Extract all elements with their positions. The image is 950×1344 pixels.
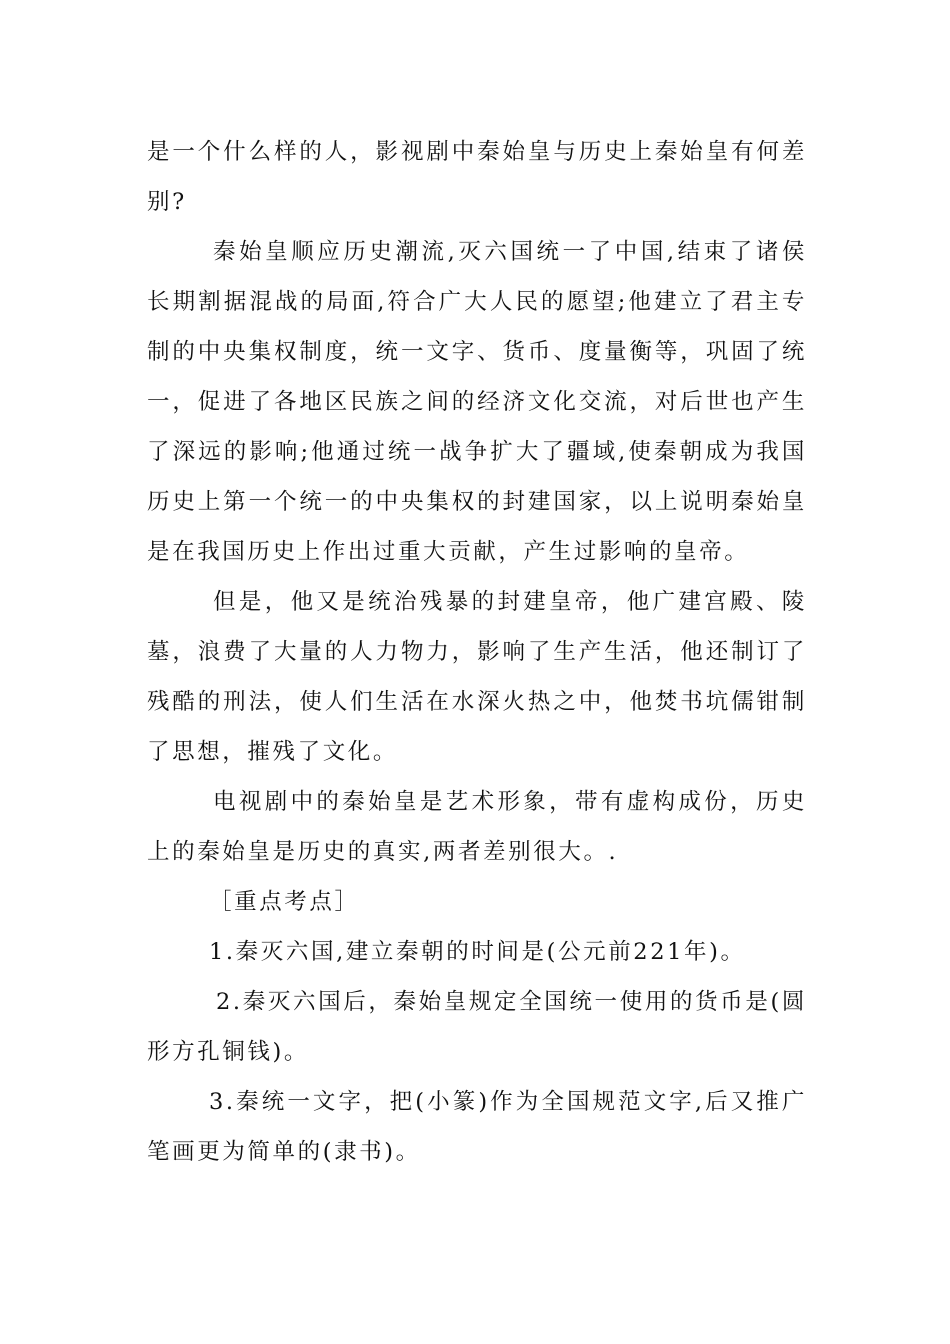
document-body xyxy=(147,127,807,1177)
paragraph-tyranny: 但是，他又是统治残暴的封建皇帝，他广建宫殿、陵墓，浪费了大量的人力物力，影响了生产生活，他还制订了残酷的刑法，使人们生活在水深火热之中，他焚书坑儒钳制了思想，摧残了文化。 xyxy=(147,589,807,765)
key-point-2: 2.秦灭六国后，秦始皇规定全国统一使用的货币是(圆形方孔铜钱)。 xyxy=(147,989,807,1065)
paragraph-contributions: 秦始皇顺应历史潮流,灭六国统一了中国,结束了诸侯长期割据混战的局面,符合广大人民的愿望;他建立了君主专制的中央集权制度，统一文字、货币、度量衡等，巩固了统一，促进了各地区民族之间的经济文化交流，对后世也产生了深远的影响;他通过统一战争扩大了疆域,使秦朝成为我国历史上第一个统一的中央集权的封建国家，以上说明秦始皇是在我国历史上作出过重大贡献，产生过影响的皇帝。 xyxy=(147,239,807,565)
paragraph-question: 是一个什么样的人，影视剧中秦始皇与历史上秦始皇有何差别? xyxy=(147,139,807,215)
paragraph-tv-vs-history: 电视剧中的秦始皇是艺术形象，带有虚构成份，历史上的秦始皇是历史的真实,两者差别很大。. xyxy=(147,789,807,865)
key-point-1: 1.秦灭六国,建立秦朝的时间是(公元前221年)。 xyxy=(209,939,746,965)
key-point-3: 3.秦统一文字，把(小篆)作为全国规范文字,后又推广笔画更为简单的(隶书)。 xyxy=(147,1089,807,1165)
section-heading-key-points: ［重点考点］ xyxy=(209,889,360,915)
